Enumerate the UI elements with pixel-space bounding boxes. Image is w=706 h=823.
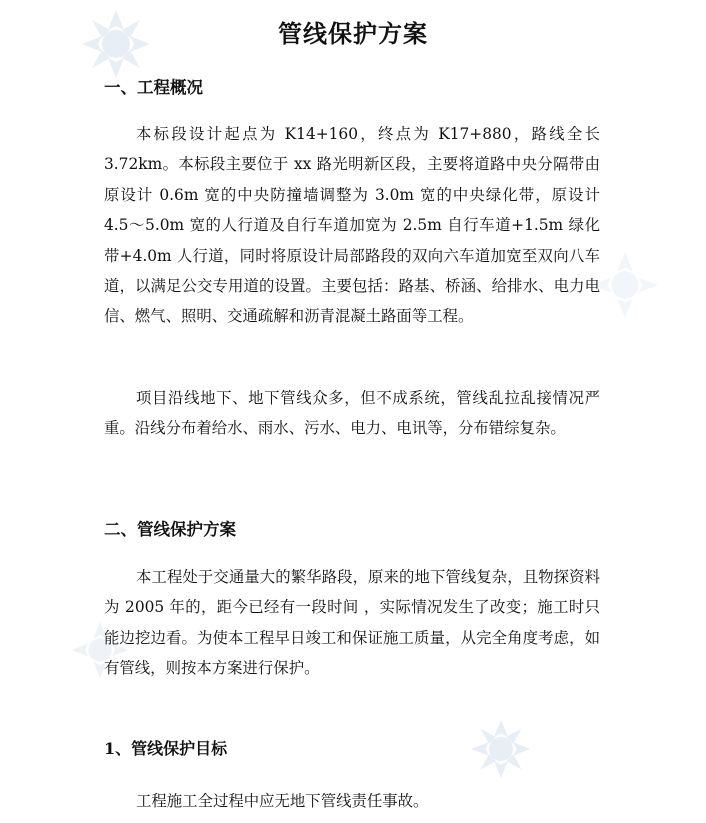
paragraph-pipelines: 项目沿线地下、地下管线众多，但不成系统，管线乱拉乱接情况严重。沿线分布着给水、雨水、污水、电力、电讯等，分布错综复杂。 xyxy=(104,389,600,438)
document-title: 管线保护方案 xyxy=(278,19,428,48)
paragraph-target: 工程施工全过程中应无地下管线责任事故。 xyxy=(136,792,429,810)
subsection-heading-target: 1、管线保护目标 xyxy=(104,739,228,758)
snowflake-watermark-icon xyxy=(590,250,660,320)
section-heading-protection-plan: 二、管线保护方案 xyxy=(104,520,236,539)
snowflake-watermark-icon xyxy=(470,718,532,780)
section-heading-overview: 一、工程概况 xyxy=(104,78,203,97)
paragraph-protection-plan: 本工程处于交通量大的繁华路段，原来的地下管线复杂，且物探资料为 2005 年的，距今已经有一段时间 ，实际情况发生了改变；施工时只能边挖边看。为使本工程早日竣工和保证施工质量，从完全角度考虑，如有管线，则按本方案进行保护。 xyxy=(104,568,600,678)
paragraph-overview: 本标段设计起点为 K14+160，终点为 K17+880，路线全长 3.72km。本标段主要位于 xx 路光明新区段，主要将道路中央分隔带由原设计 0.6m 宽的中央防撞墙调整为 3.0m 宽的中央绿化带，原设计 4.5～5.0m 宽的人行道及自行车道加宽为 2.5m 自行车道+1.5m 绿化带+4.0m 人行道，同时将原设计局部路段的双向六车道加宽至双向八车道，以满足公交专用道的设置。主要包括：路基、桥涵、给排水、电力电信、燃气、照明、交通疏解和沥青混凝土路面等工程。 xyxy=(104,125,600,326)
